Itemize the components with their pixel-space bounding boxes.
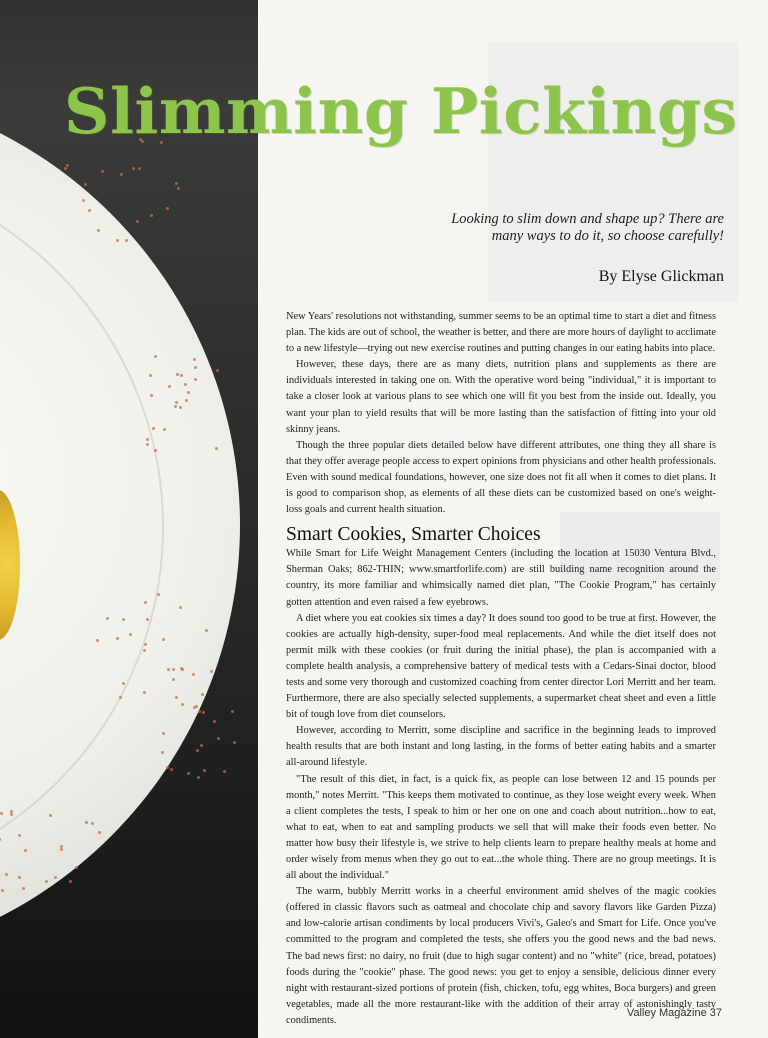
spice-speck — [69, 880, 72, 883]
spice-speck — [157, 593, 160, 596]
spice-speck — [177, 187, 180, 190]
spice-speck — [85, 821, 88, 824]
spice-speck — [179, 606, 182, 609]
spice-speck — [64, 167, 67, 170]
spice-speck — [144, 601, 147, 604]
spice-speck — [75, 866, 78, 869]
spice-speck — [24, 849, 27, 852]
spice-speck — [163, 428, 166, 431]
spice-speck — [143, 691, 146, 694]
spice-speck — [175, 182, 178, 185]
spice-speck — [97, 229, 100, 232]
spice-speck — [1, 889, 4, 892]
spice-speck — [213, 720, 216, 723]
article-byline: By Elyse Glickman — [598, 268, 724, 285]
spice-speck — [150, 214, 153, 217]
spice-speck — [0, 812, 3, 815]
spice-speck — [138, 167, 141, 170]
section-heading: Smart Cookies, Smarter Choices — [286, 524, 541, 546]
body-paragraph: However, these days, there are as many diets, nutrition plans and supplements as there are individuals interested in taking one on. With the operative word being "individual," it is important to take a closer look at various plans to see which one will fit you best from the inside out. Ideally, you want your plan to yield results that will be more lasting than the satisfaction of fitting into your old skinny jeans. — [286, 359, 716, 435]
spice-speck — [144, 643, 147, 646]
page-folio: Valley Magazine 37 — [626, 1007, 722, 1019]
spice-speck — [194, 366, 197, 369]
body-paragraph: However, according to Merritt, some discipline and sacrifice in the beginning leads to improved health results that are both instant and long lasting, in the forms of better eating habits and a smarter all-around lifestyle. — [286, 725, 716, 769]
body-paragraph: While Smart for Life Weight Management Centers (including the location at 15030 Ventura Blvd., Sherman Oaks; 862-THIN; www.smartforlife.com) are still building name recognition around the country, its more familiar and whimsically named diet plan, "The Cookie Program," has certainly gotten attention and even raised a few eyebrows. — [286, 548, 716, 608]
spice-speck — [116, 239, 119, 242]
spice-speck — [196, 749, 199, 752]
spice-speck — [154, 449, 157, 452]
spice-speck — [231, 710, 234, 713]
spice-speck — [197, 776, 200, 779]
spice-speck — [119, 696, 122, 699]
spice-speck — [205, 629, 208, 632]
spice-speck — [18, 834, 21, 837]
spice-speck — [170, 768, 173, 771]
spice-speck — [203, 769, 206, 772]
spice-speck — [233, 741, 236, 744]
spice-speck — [174, 405, 177, 408]
spice-speck — [45, 880, 48, 883]
spice-speck — [202, 711, 205, 714]
spice-speck — [129, 633, 132, 636]
spice-speck — [187, 772, 190, 775]
spice-speck — [200, 744, 203, 747]
spice-speck — [172, 668, 175, 671]
spice-speck — [223, 770, 226, 773]
article-title: Slimming Pickings — [64, 74, 738, 148]
spice-speck — [10, 810, 13, 813]
spice-speck — [22, 887, 25, 890]
plate-photo — [0, 0, 258, 1038]
spice-speck — [166, 207, 169, 210]
spice-speck — [167, 668, 170, 671]
spice-speck — [176, 373, 179, 376]
spice-speck — [88, 209, 91, 212]
spice-speck — [194, 378, 197, 381]
spice-speck — [198, 710, 201, 713]
spice-speck — [193, 358, 196, 361]
body-paragraph: The warm, bubbly Merritt works in a cheerful environment amid shelves of the magic cookies (offered in classic flavors such as oatmeal and chocolate chip and savory flavors like Garden Pizza) and low-calorie artisan condiments by local producers Vivi's, Galeo's and Smart for Life. Once you've committed to the program and completed the tests, she offers you the good news and the bad news. The bad news first: no dairy, no fruit (due to high sugar content) and no "white" (rice, bread, potatoes) foods during the "cookie" phase. The good news: you get to enjoy a sensible, delicious dinner every night with restaurant-sized portions of protein (fish, chicken, tofu, egg whites, Boca burgers) and green vegetables, made all the more restaurant-like with the addition of their array of astonishingly tasty condiments. — [286, 886, 716, 1026]
spice-speck — [98, 831, 101, 834]
article-body — [286, 309, 716, 1029]
spice-speck — [136, 220, 139, 223]
spice-speck — [216, 369, 219, 372]
spice-speck — [132, 167, 135, 170]
spice-speck — [180, 667, 183, 670]
body-paragraph: Though the three popular diets detailed below have different attributes, one thing they all share is that they offer average people access to expert opinions from physicians and other health professionals. Even with sound medical foundations, however, one size does not fit all when it comes to diet plans. It is good to comparison shop, as elements of all these diets can be customized based on one's weight-loss goals and current health situation. — [286, 439, 716, 516]
spice-speck — [166, 766, 169, 769]
spice-speck — [184, 383, 187, 386]
body-paragraph: A diet where you eat cookies six times a day? It does sound too good to be true at first. However, the cookies are actually high-density, super-food meal replacements. And while the diet itself does not permit milk with these cookies (or fruit during the initial phase), the plan is accompanied with a complete health analysis, a comprehensive battery of medical tests with a Cedars-Sinai doctor, blood tests and some very thorough and customized coaching from center director Lori Merritt and her team. Furthermore, there are also specially selected supplements, a supermarket cheat sheet and even a little bit of tough love from diet counselors. — [286, 612, 716, 721]
spice-speck — [185, 399, 188, 402]
body-paragraph: "The result of this diet, in fact, is a quick fix, as people can lose between 12 and 15 pounds per month," notes Merritt. "This keeps them motivated to continue, as they lose weight every week. When a client completes the tests, I speak to him or her one on one and coach about nutrition...how to eat, what to eat, when to eat and sampling products we sell that will make their foods even better. No matter how busy their lifestyle is, we strive to help clients learn to prepare healthy meals at home and order wisely from menus when they go out to eat...the whole thing. There are no group meetings. It is all about the individual." — [286, 773, 716, 882]
spice-speck — [84, 183, 87, 186]
spice-speck — [161, 751, 164, 754]
spice-speck — [101, 170, 104, 173]
article-deck: Looking to slim down and shape up? There are many ways to do it, so choose carefully! — [451, 211, 724, 244]
spice-speck — [217, 737, 220, 740]
spice-speck — [91, 822, 94, 825]
body-paragraph: New Years' resolutions not withstanding, summer seems to be an optimal time to start a diet and fitness plan. The kids are out of school, the weather is better, and there are more hours of daylight to acclimate to a new lifestyle—trying out new exercise routines and putting changes in our eating habits into place. — [286, 311, 716, 355]
spice-speck — [120, 173, 123, 176]
spice-speck — [180, 374, 183, 377]
spice-speck — [82, 199, 85, 202]
